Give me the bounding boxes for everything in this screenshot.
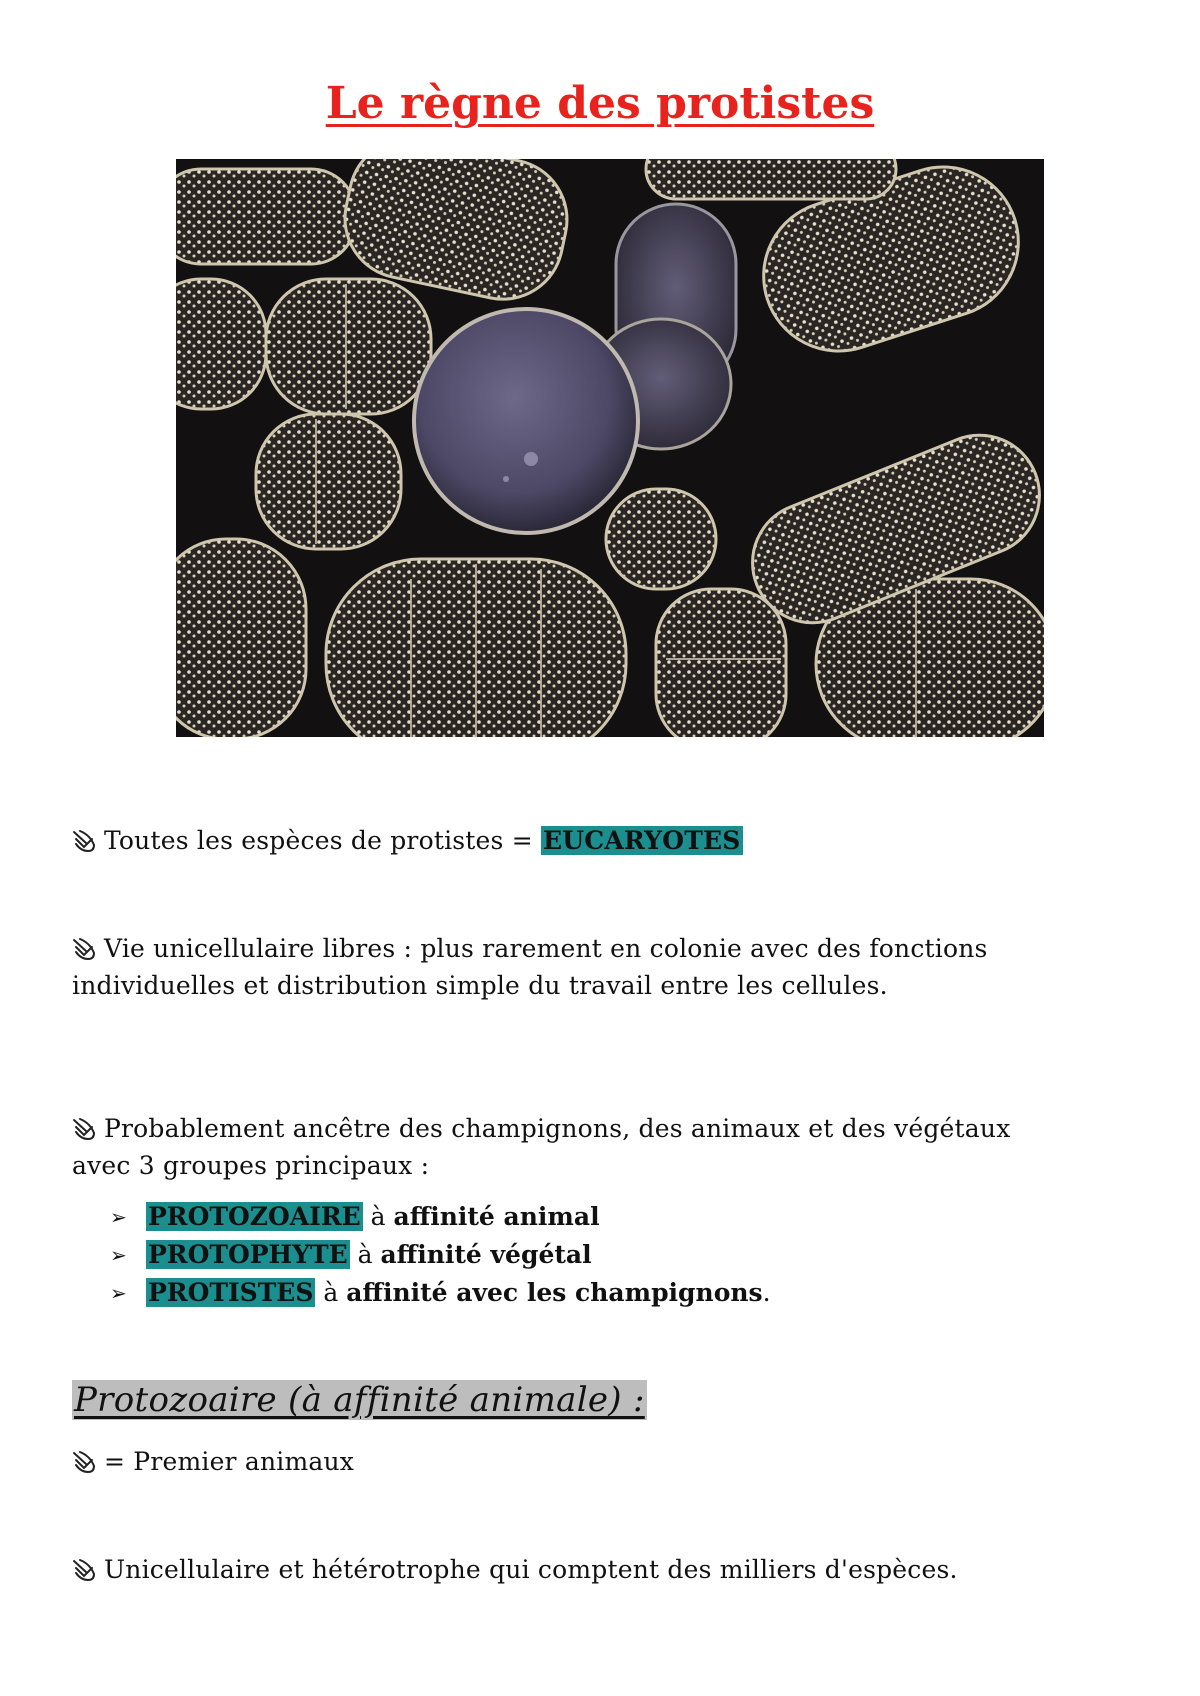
arrowhead-icon: ➢ bbox=[110, 1205, 127, 1229]
group-name: PROTOPHYTE bbox=[148, 1240, 348, 1269]
paragraph-text: Vie unicellulaire libres : plus rarement en colonie avec des fonctions individuelles et distribution simple du travail entre les cellules. bbox=[72, 934, 988, 1000]
paragraph-ancetre bbox=[72, 1110, 1072, 1184]
paragraph-text: Probablement ancêtre des champignons, des animaux et des végétaux avec 3 groupes principaux : bbox=[72, 1114, 1011, 1180]
pointing-hand-icon bbox=[72, 829, 98, 853]
list-item bbox=[110, 1198, 771, 1236]
group-affinity: affinité végétal bbox=[380, 1240, 592, 1269]
group-name: PROTISTES bbox=[148, 1278, 314, 1307]
paragraph-premier-animaux bbox=[72, 1443, 1072, 1480]
arrowhead-icon: ➢ bbox=[110, 1243, 127, 1267]
paragraph-heterotrophe bbox=[72, 1551, 1072, 1588]
pointing-hand-icon bbox=[72, 1558, 98, 1582]
list-item bbox=[110, 1274, 771, 1312]
pointing-hand-icon bbox=[72, 937, 98, 961]
page-title: Le règne des protistes bbox=[325, 78, 875, 129]
paragraph-text: Toutes les espèces de protistes = bbox=[104, 826, 542, 855]
connector: à bbox=[362, 1202, 394, 1231]
list-item bbox=[110, 1236, 771, 1274]
highlight-eucaryotes: EUCARYOTES bbox=[543, 826, 741, 855]
paragraph-vie-unicellulaire bbox=[72, 930, 1072, 1004]
paragraph-eucaryotes bbox=[72, 822, 1072, 859]
group-name: PROTOZOAIRE bbox=[148, 1202, 361, 1231]
paragraph-text: Unicellulaire et hétérotrophe qui comptent des milliers d'espèces. bbox=[104, 1555, 958, 1584]
connector: à bbox=[349, 1240, 381, 1269]
section-title-protozoaire: Protozoaire (à affinité animale) : bbox=[74, 1380, 645, 1420]
groups-list bbox=[110, 1198, 771, 1312]
group-end: . bbox=[762, 1278, 771, 1307]
protist-micrograph bbox=[176, 159, 1044, 737]
arrowhead-icon: ➢ bbox=[110, 1281, 127, 1305]
pointing-hand-icon bbox=[72, 1450, 98, 1474]
group-affinity: affinité animal bbox=[393, 1202, 600, 1231]
paragraph-text: = Premier animaux bbox=[104, 1447, 355, 1476]
pointing-hand-icon bbox=[72, 1117, 98, 1141]
group-affinity: affinité avec les champignons bbox=[346, 1278, 763, 1307]
connector: à bbox=[315, 1278, 347, 1307]
